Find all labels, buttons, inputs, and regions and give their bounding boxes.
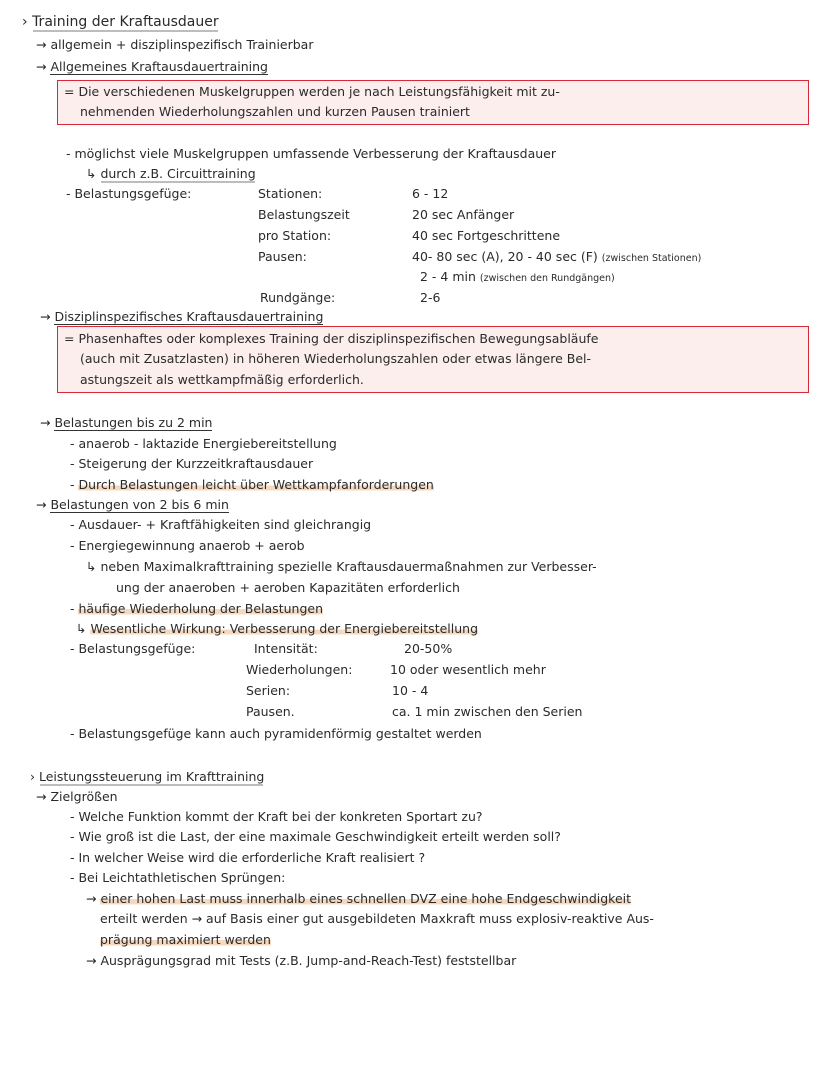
box1-line-1: = Die verschiedenen Muskelgruppen werden je nach Leistungsfähigkeit mit zu- — [64, 84, 560, 99]
answer-tests: → Ausprägungsgrad mit Tests (z.B. Jump-and-Reach-Test) feststellbar — [86, 953, 517, 968]
item-pyramidenfoermig: - Belastungsgefüge kann auch pyramidenförmig gestaltet werden — [70, 726, 482, 741]
value-rundgaenge: 2-6 — [420, 290, 441, 305]
value-stationen: 6 - 12 — [412, 186, 449, 201]
answer-line-1: → einer hohen Last muss innerhalb eines schnellen DVZ eine hohe Endgeschwindigkeit — [86, 891, 632, 906]
box2-line-1: = Phasenhaftes oder komplexes Training der disziplinspezifischen Bewegungsabläufe — [64, 331, 599, 346]
disz-title: → Disziplinspezifisches Kraftausdauertraining — [40, 309, 324, 324]
label-pausen: Pausen: — [258, 249, 307, 264]
label-pausen-2: Pausen. — [246, 704, 295, 719]
title-2-bis-6-min: → Belastungen von 2 bis 6 min — [36, 497, 229, 512]
heading-kraftausdauer: › Training der Kraftausdauer — [22, 14, 219, 30]
bullet-belastungsgefuege: - Belastungsgefüge: — [66, 186, 192, 201]
answer-line-3: prägung maximiert werden — [100, 932, 271, 947]
value-pausen-2: 2 - 4 min (zwischen den Rundgängen) — [420, 269, 615, 284]
item-wesentliche-wirkung: ↳ Wesentliche Wirkung: Verbesserung der Energiebereitstellung — [76, 621, 479, 636]
item-durch-belastungen: - Durch Belastungen leicht über Wettkampfanforderungen — [70, 477, 434, 492]
box2-line-2: (auch mit Zusatzlasten) in höheren Wiederholungszahlen oder etwas längere Bel- — [80, 351, 592, 366]
label-pro-station: pro Station: — [258, 228, 332, 243]
value-belastungszeit-2: 40 sec Fortgeschrittene — [412, 228, 561, 243]
item-steigerung: - Steigerung der Kurzzeitkraftausdauer — [70, 456, 314, 471]
item-haeufige-wiederholung: - häufige Wiederholung der Belastungen — [70, 601, 323, 616]
label-belastungszeit: Belastungszeit — [258, 207, 350, 222]
value-serien: 10 - 4 — [392, 683, 429, 698]
item-maximalkrafttraining-1: ↳ neben Maximalkrafttraining spezielle Kraftausdauermaßnahmen zur Verbesser- — [86, 559, 597, 574]
value-pausen-1: 40- 80 sec (A), 20 - 40 sec (F) (zwischen Stationen) — [412, 249, 702, 264]
label-rundgaenge: Rundgänge: — [260, 290, 336, 305]
label-intensitaet: Intensität: — [254, 641, 318, 656]
value-intensitaet: 20-50% — [404, 641, 453, 656]
item-maximalkrafttraining-2: ung der anaeroben + aeroben Kapazitäten erforderlich — [116, 580, 460, 595]
question-funktion: - Welche Funktion kommt der Kraft bei der konkreten Sportart zu? — [70, 809, 483, 824]
bullet-circuit: ↳ durch z.B. Circuittraining — [86, 166, 256, 181]
line-allgemein: → allgemein + disziplinspezifisch Trainierbar — [36, 37, 314, 52]
title-bis-2-min: → Belastungen bis zu 2 min — [40, 415, 213, 430]
item-anaerob-laktazid: - anaerob - laktazide Energiebereitstellung — [70, 436, 337, 451]
question-weise: - In welcher Weise wird die erforderliche Kraft realisiert ? — [70, 850, 426, 865]
item-gleichrangig: - Ausdauer- + Kraftfähigkeiten sind gleichrangig — [70, 517, 372, 532]
item-energiegewinnung: - Energiegewinnung anaerob + aerob — [70, 538, 305, 553]
question-last: - Wie groß ist die Last, der eine maximale Geschwindigkeit erteilt werden soll? — [70, 829, 561, 844]
box1-line-2: nehmenden Wiederholungszahlen und kurzen Pausen trainiert — [80, 104, 470, 119]
heading-leistungssteuerung: › Leistungssteuerung im Krafttraining — [30, 769, 265, 784]
question-spruenge: - Bei Leichtathletischen Sprüngen: — [70, 870, 286, 885]
answer-line-2: erteilt werden → auf Basis einer gut ausgebildeten Maxkraft muss explosiv-reaktive Aus- — [100, 911, 654, 926]
label-serien: Serien: — [246, 683, 291, 698]
allg-title: → Allgemeines Kraftausdauertraining — [36, 59, 268, 74]
zielgroessen: → Zielgrößen — [36, 789, 118, 804]
bullet-muskelgruppen: - möglichst viele Muskelgruppen umfassende Verbesserung der Kraftausdauer — [66, 146, 556, 161]
box2-line-3: astungszeit als wettkampfmäßig erforderlich. — [80, 372, 364, 387]
label-wiederholungen: Wiederholungen: — [246, 662, 353, 677]
label-stationen: Stationen: — [258, 186, 323, 201]
value-pausen-2: ca. 1 min zwischen den Serien — [392, 704, 583, 719]
value-belastungszeit-1: 20 sec Anfänger — [412, 207, 515, 222]
value-wiederholungen: 10 oder wesentlich mehr — [390, 662, 546, 677]
item-belastungsgefuege: - Belastungsgefüge: — [70, 641, 196, 656]
